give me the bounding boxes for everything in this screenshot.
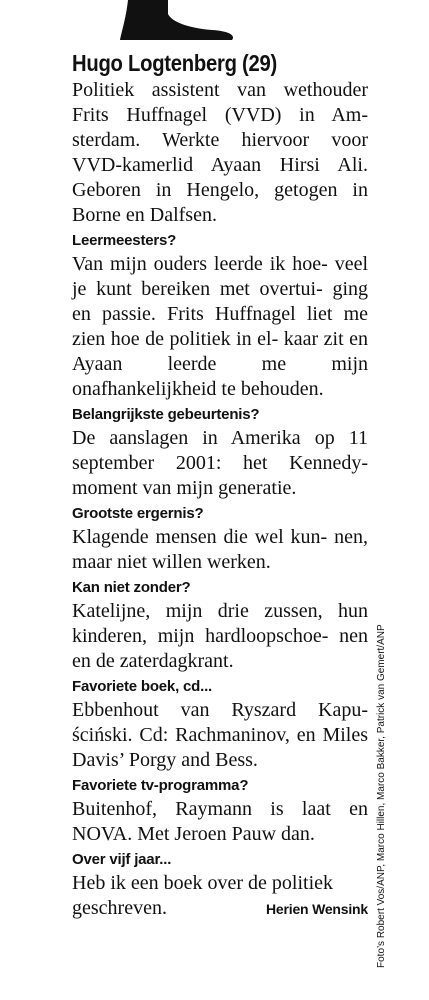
name-heading: Hugo Logtenberg (29): [72, 50, 277, 76]
question-heading: Leermeesters?: [72, 232, 177, 249]
answer-paragraph: [72, 797, 368, 847]
bio-line: Frits Huffnagel (VVD) in Am-: [72, 104, 368, 126]
question-heading: Favoriete boek, cd...: [72, 678, 213, 695]
bio-line: sterdam. Werkte hiervoor voor: [72, 129, 368, 151]
answer-line: kinderen, mijn hardloopschoe-: [72, 625, 329, 647]
question-heading: Favoriete tv-programma?: [72, 777, 249, 794]
answer-paragraph: [72, 871, 368, 896]
answer-line: Buitenhof, Raymann is laat en: [72, 798, 368, 820]
answer-line: nen en de zaterdagkrant.: [72, 625, 369, 672]
answer-line: geschreven.: [72, 897, 167, 919]
question-heading: Belangrijkste gebeurtenis?: [72, 406, 260, 423]
answer-paragraph: [72, 252, 368, 402]
answer-paragraph: [72, 599, 368, 674]
bio-line: Politiek assistent van wethouder: [72, 79, 368, 101]
photo-crop: [0, 0, 429, 40]
answer-paragraph: [72, 426, 368, 501]
answer-paragraph: [72, 698, 368, 773]
answer-line: Heb ik een boek over de politiek: [72, 872, 334, 894]
question-heading: Grootste ergernis?: [72, 505, 204, 522]
bio-line: VVD-kamerlid Ayaan Hirsi Ali.: [72, 154, 368, 176]
answer-line: nen, maar niet willen werken.: [72, 526, 369, 573]
closing-line: [72, 896, 368, 922]
bio-line: Borne en Dalfsen.: [72, 204, 217, 226]
bio-line: Geboren in Hengelo, getogen in: [72, 179, 368, 201]
answer-line: onafhankelijkheid te behouden.: [72, 378, 324, 400]
answer-line: De aanslagen in Amerika op 11: [72, 427, 368, 449]
answer-line: Van mijn ouders leerde ik hoe-: [72, 253, 328, 275]
answer-line: NOVA. Met Jeroen Pauw dan.: [72, 823, 315, 845]
answer-line: Ebbenhout van Ryszard Kapu-: [72, 699, 368, 721]
photo-credit: Foto’s Robert Vos/ANP, Marco Hillen, Marco Bakker, Patrick van Gemert/ANP: [376, 624, 387, 968]
profile-column: [72, 50, 368, 922]
author-byline: Herien Wensink: [266, 901, 368, 917]
answer-line: moment van mijn generatie.: [72, 477, 297, 499]
shoe-silhouette: [120, 0, 233, 40]
bio-paragraph: [72, 78, 368, 228]
answer-paragraph: [72, 525, 368, 575]
question-heading: Kan niet zonder?: [72, 579, 191, 596]
answer-line: ściński. Cd: Rachmaninov, en: [72, 724, 316, 746]
answer-line: Katelijne, mijn drie zussen, hun: [72, 600, 368, 622]
answer-line: september 2001: het Kennedy-: [72, 452, 368, 474]
answer-line: Miles Davis’ Porgy and Bess.: [72, 724, 368, 771]
answer-line: veel je kunt bereiken met overtui-: [72, 253, 369, 300]
question-heading: Over vijf jaar...: [72, 851, 172, 868]
answer-line: kaar zit en Ayaan leerde me mijn: [72, 328, 369, 375]
answer-line: liet me zien hoe de politiek in el-: [72, 303, 368, 350]
answer-line: ging en passie. Frits Huffnagel: [72, 278, 369, 325]
answer-line: Klagende mensen die wel kun-: [72, 526, 328, 548]
